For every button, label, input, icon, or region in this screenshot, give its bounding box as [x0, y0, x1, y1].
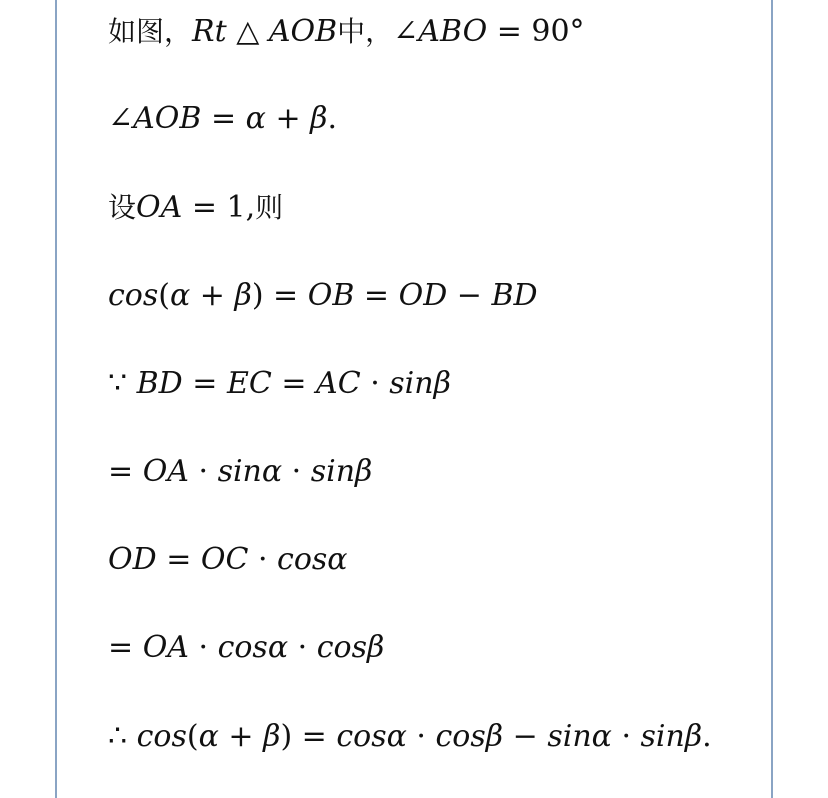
- math-line-4: cos(α + β) = OB = OD − BD: [108, 278, 538, 313]
- math-line-8: = OA · cosα · cosβ: [108, 630, 385, 665]
- math-line-3: 设OA = 1,则: [108, 190, 284, 225]
- document-page: [55, 0, 773, 798]
- math-line-6: = OA · sinα · sinβ: [108, 454, 373, 489]
- math-line-1: 如图，Rt △ AOB中，∠ABO = 90°: [108, 14, 585, 49]
- math-line-7: OD = OC · cosα: [108, 542, 348, 577]
- math-line-5: ∵ BD = EC = AC · sinβ: [108, 366, 451, 401]
- math-line-2: ∠AOB = α + β.: [108, 101, 338, 136]
- math-line-9: ∴ cos(α + β) = cosα · cosβ − sinα · sinβ.: [108, 719, 712, 754]
